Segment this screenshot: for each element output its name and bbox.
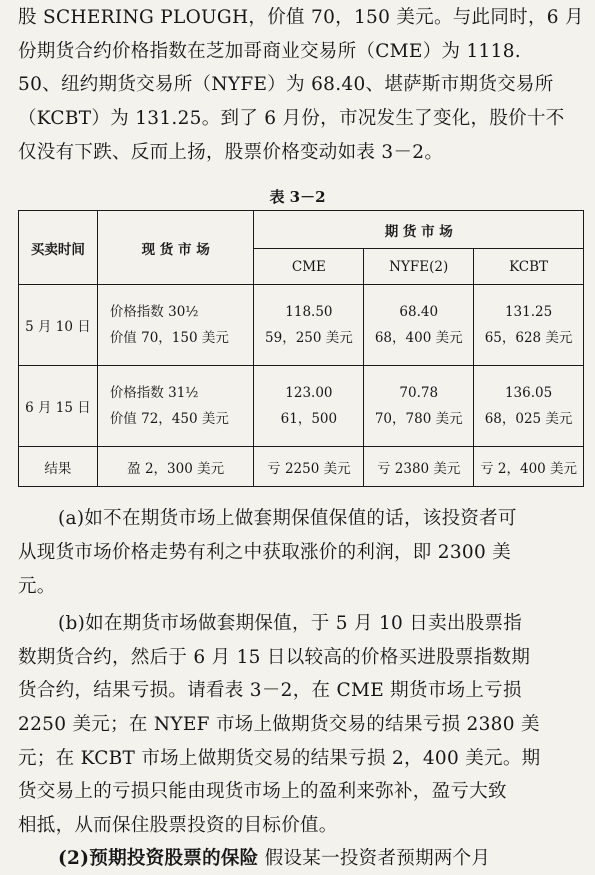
paragraph-a-line: 从现货市场价格走势有利之中获取涨价的利润，即 2300 美 bbox=[18, 542, 512, 563]
nyfe-index: 68.40 bbox=[399, 304, 439, 320]
row-spot bbox=[97, 366, 254, 447]
nyfe-index: 70.78 bbox=[399, 385, 439, 401]
spot-value: 价值 70，150 美元 bbox=[109, 330, 229, 346]
text-line: 股 SCHERING PLOUGH，价值 70，150 美元。与此同时，6 月 bbox=[18, 7, 584, 28]
price-change-table bbox=[18, 210, 584, 487]
paragraph-b-line: 2250 美元；在 NYEF 市场上做期货交易的结果亏损 2380 美 bbox=[18, 714, 540, 735]
result-row bbox=[19, 447, 584, 487]
row-kcbt bbox=[474, 366, 584, 447]
cme-value: 61，500 bbox=[280, 411, 338, 427]
spot-index: 价格指数 31½ bbox=[109, 385, 199, 401]
paragraph-a-line: (a)如不在期货市场上做套期保值保值的话，该投资者可 bbox=[58, 508, 517, 529]
table-row bbox=[19, 285, 584, 366]
text-line: 仅没有下跌、反而上扬，股票价格变动如表 3－2。 bbox=[18, 142, 444, 163]
text-line: 份期货合约价格指数在芝加哥商业交易所（CME）为 1118. bbox=[18, 41, 521, 62]
paragraph-a-line: 元。 bbox=[18, 576, 56, 597]
result-nyfe: 亏 2380 美元 bbox=[364, 447, 474, 487]
row-spot bbox=[97, 285, 254, 366]
paragraph-b-line: 数期货合约，然后于 6 月 15 日以较高的价格买进股票指数期 bbox=[18, 647, 531, 668]
row-cme bbox=[254, 285, 364, 366]
header-kcbt: KCBT bbox=[474, 249, 584, 285]
row-nyfe bbox=[364, 285, 474, 366]
header-spot-market: 现 货 市 场 bbox=[97, 211, 254, 285]
row-time: 6 月 15 日 bbox=[19, 366, 98, 447]
result-spot: 盈 2，300 美元 bbox=[97, 447, 254, 487]
row-nyfe bbox=[364, 366, 474, 447]
section-heading: (2)预期投资股票的保险 bbox=[58, 848, 259, 869]
section-heading-line bbox=[58, 846, 583, 872]
nyfe-value: 70，780 美元 bbox=[374, 411, 463, 427]
row-cme bbox=[254, 366, 364, 447]
cme-index: 123.00 bbox=[285, 385, 333, 401]
paragraph-b-line: 货交易上的亏损只能由现货市场上的盈利来弥补，盈亏大致 bbox=[18, 781, 507, 802]
cme-value: 59，250 美元 bbox=[265, 330, 353, 346]
header-futures-market: 期 货 市 场 bbox=[254, 211, 584, 249]
kcbt-value: 65，628 美元 bbox=[484, 330, 573, 346]
paragraph-b-line: (b)如在期货市场做套期保值，于 5 月 10 日卖出股票指 bbox=[58, 613, 523, 634]
spot-index: 价格指数 30½ bbox=[109, 304, 199, 320]
paragraph-b-line: 元；在 KCBT 市场上做期货交易的结果亏损 2，400 美元。期 bbox=[18, 748, 541, 769]
table-caption: 表 3－2 bbox=[269, 188, 326, 206]
table-header-row bbox=[19, 211, 584, 249]
row-time: 5 月 10 日 bbox=[19, 285, 98, 366]
kcbt-value: 68，025 美元 bbox=[484, 411, 573, 427]
cme-index: 118.50 bbox=[285, 304, 333, 320]
header-cme: CME bbox=[254, 249, 364, 285]
result-cme: 亏 2250 美元 bbox=[254, 447, 364, 487]
paragraph-b-line: 货合约，结果亏损。请看表 3－2，在 CME 期货市场上亏损 bbox=[18, 680, 522, 701]
header-nyfe: NYFE(2) bbox=[364, 249, 474, 285]
nyfe-value: 68，400 美元 bbox=[374, 330, 463, 346]
text-line: 50、纽约期货交易所（NYFE）为 68.40、堪萨斯市期货交易所 bbox=[18, 74, 554, 95]
spot-value: 价值 72，450 美元 bbox=[109, 411, 229, 427]
result-label: 结果 bbox=[19, 447, 98, 487]
kcbt-index: 131.25 bbox=[504, 304, 553, 320]
paragraph-b-line: 相抵，从而保住股票投资的目标价值。 bbox=[18, 815, 338, 836]
kcbt-index: 136.05 bbox=[504, 385, 553, 401]
section-text: 假设某一投资者预期两个月 bbox=[258, 848, 491, 869]
row-kcbt bbox=[474, 285, 584, 366]
table-row bbox=[19, 366, 584, 447]
text-line: （KCBT）为 131.25。到了 6 月份，市况发生了变化，股价十不 bbox=[18, 108, 565, 129]
result-kcbt: 亏 2，400 美元 bbox=[474, 447, 584, 487]
header-time: 买卖时间 bbox=[19, 211, 98, 285]
